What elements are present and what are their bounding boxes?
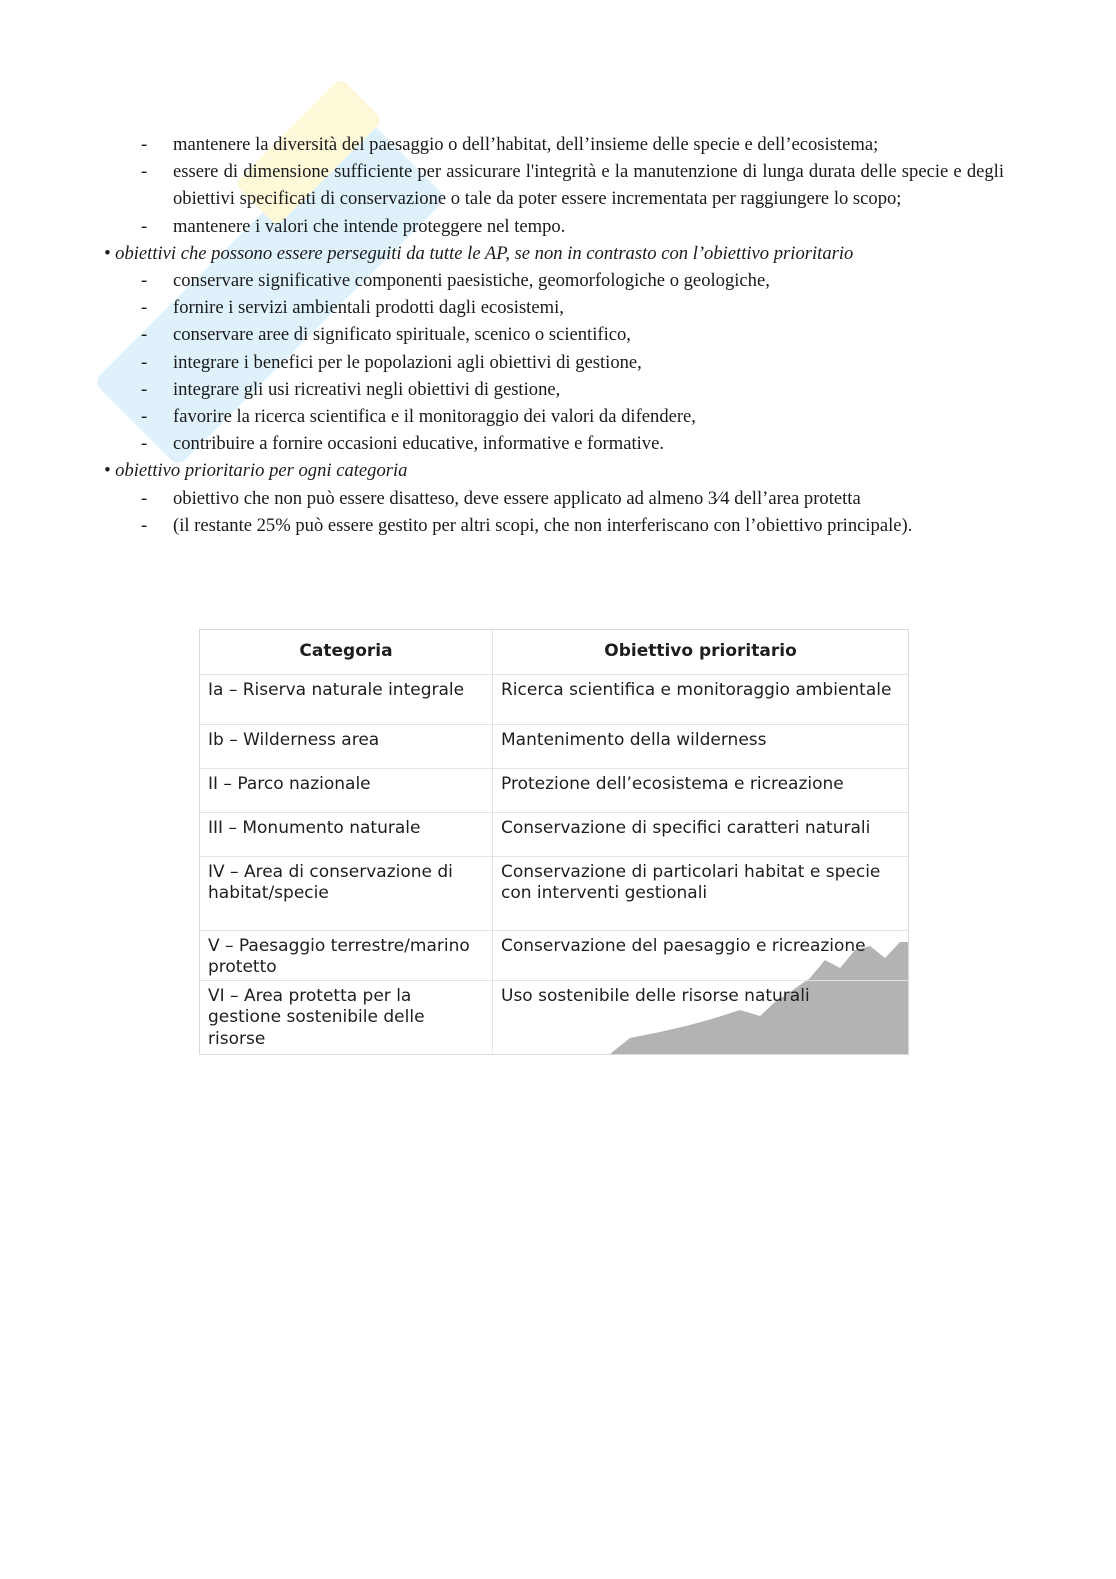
list-item: - mantenere la diversità del paesaggio o dell’habitat, dell’insieme delle specie e dell’ecosistema; xyxy=(141,134,879,155)
list-item: - obiettivo che non può essere disatteso, deve essere applicato ad almeno 3⁄4 dell’area protetta xyxy=(141,487,861,509)
table-cell: II – Parco nazionale xyxy=(200,768,493,812)
table-header-row xyxy=(200,630,908,674)
list-item: - conservare aree di significato spirituale, scenico o scientifico, xyxy=(141,324,631,346)
list-item: - fornire i servizi ambientali prodotti dagli ecosistemi, xyxy=(141,297,564,319)
table-row xyxy=(200,724,908,768)
table-cell: Conservazione del paesaggio e ricreazione xyxy=(501,935,866,956)
categories-table xyxy=(200,630,908,1053)
categories-table-figure xyxy=(199,629,909,1055)
table-cell: Mantenimento della wilderness xyxy=(501,729,767,750)
table-header-cell: Categoria xyxy=(200,630,493,674)
table-row xyxy=(200,856,908,930)
body-text xyxy=(104,131,1004,539)
list-item: - integrare gli usi ricreativi negli obiettivi di gestione, xyxy=(141,378,561,400)
table-cell: V – Paesaggio terrestre/marino protetto xyxy=(200,930,493,980)
table-cell: Conservazione di particolari habitat e specie con interventi gestionali xyxy=(501,861,881,903)
table-row xyxy=(200,768,908,812)
list-item: - mantenere i valori che intende proteggere nel tempo. xyxy=(141,215,566,237)
table-row xyxy=(200,812,908,856)
table-cell: Ia – Riserva naturale integrale xyxy=(200,674,493,724)
table-cell: Ricerca scientifica e monitoraggio ambientale xyxy=(501,679,892,700)
table-cell: Protezione dell’ecosistema e ricreazione xyxy=(501,773,844,794)
list-item: - contribuire a fornire occasioni educative, informative e formative. xyxy=(141,433,664,455)
table-cell: Conservazione di specifici caratteri naturali xyxy=(501,817,871,838)
list-item: - (il restante 25% può essere gestito per altri scopi, che non interferiscano con l’obiettivo principale). xyxy=(141,514,913,536)
list-item: - favorire la ricerca scientifica e il monitoraggio dei valori da difendere, xyxy=(141,406,696,428)
table-cell: III – Monumento naturale xyxy=(200,812,493,856)
table-row xyxy=(200,674,908,724)
table-row xyxy=(200,930,908,980)
list-item: - conservare significative componenti paesistiche, geomorfologiche o geologiche, xyxy=(141,270,770,292)
table-cell: Ib – Wilderness area xyxy=(200,724,493,768)
list-item: - integrare i benefici per le popolazioni agli obiettivi di gestione, xyxy=(141,351,642,373)
list-item: - essere di dimensione sufficiente per assicurare l'integrità e la manutenzione di lunga durata delle specie e degli obiettivi specificati di conservazione o tale da poter essere incrementata per raggiungere lo scopo; xyxy=(141,161,1004,210)
section-heading: • obiettivi che possono essere perseguiti da tutte le AP, se non in contrasto con l’obiettivo prioritario xyxy=(104,242,854,264)
table-cell: IV – Area di conservazione di habitat/specie xyxy=(200,856,493,930)
table-header-cell: Obiettivo prioritario xyxy=(604,641,797,661)
table-cell: VI – Area protetta per la gestione sostenibile delle risorse xyxy=(200,980,493,1053)
table-cell: Uso sostenibile delle risorse naturali xyxy=(501,985,810,1006)
table-row xyxy=(200,980,908,1053)
section-heading: • obiettivo prioritario per ogni categoria xyxy=(104,460,408,482)
